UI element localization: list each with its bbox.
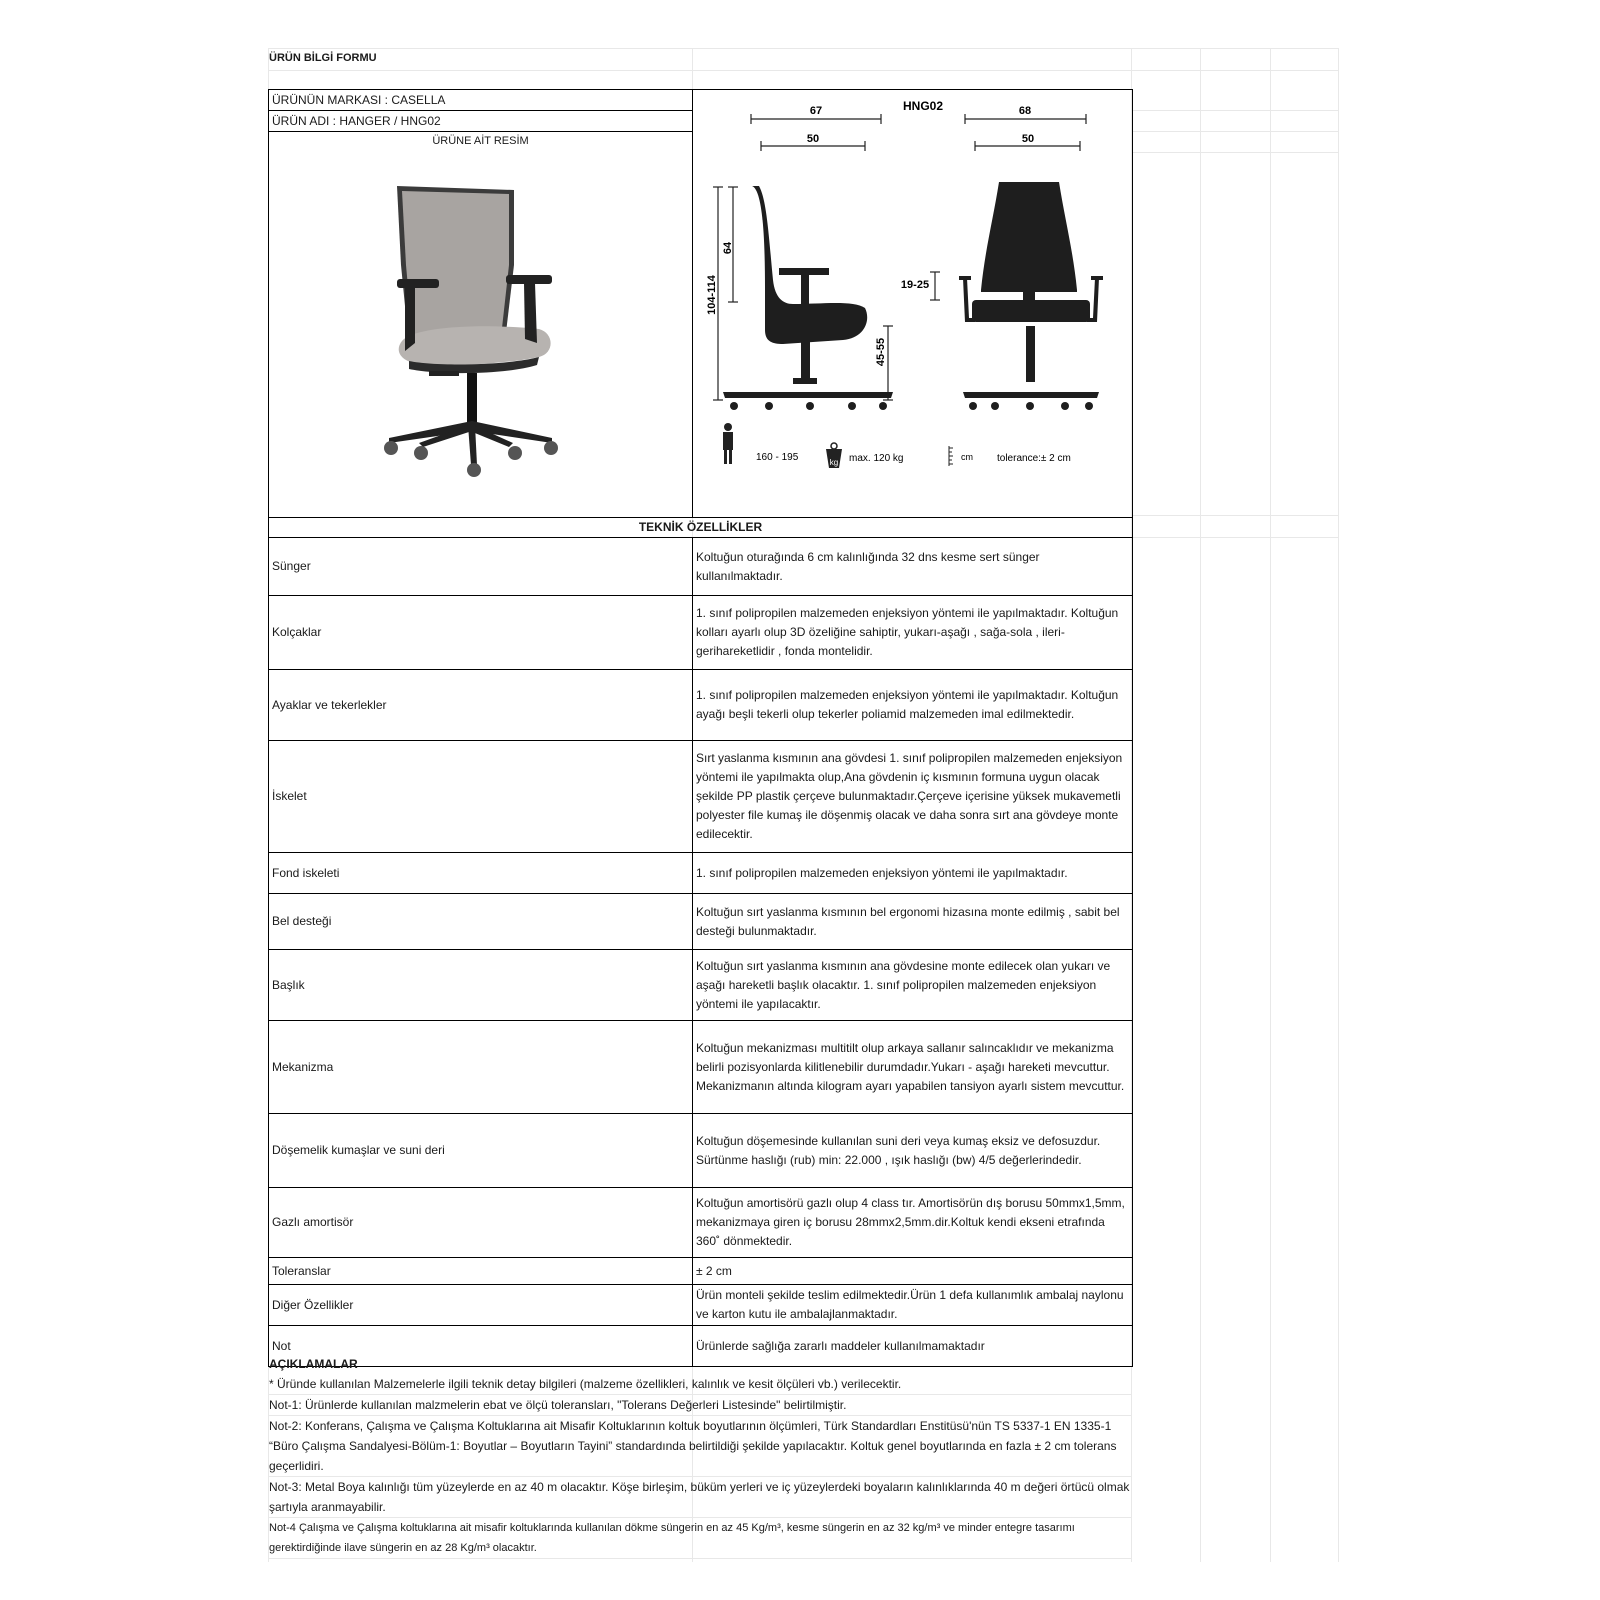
grid-line bbox=[1131, 537, 1338, 538]
spec-description: ± 2 cm bbox=[693, 1258, 1133, 1285]
spec-label: Bel desteği bbox=[269, 894, 693, 950]
dimension-diagram-cell bbox=[693, 90, 1133, 518]
model-label: HNG02 bbox=[902, 99, 944, 113]
notes-title: AÇIKLAMALAR bbox=[269, 1357, 358, 1371]
spec-label: Mekanizma bbox=[269, 1021, 693, 1114]
product-form-table bbox=[268, 89, 1133, 1367]
spec-label: Sünger bbox=[269, 538, 693, 596]
spec-row bbox=[269, 894, 1133, 950]
notes-section bbox=[269, 1357, 1131, 1559]
spec-label: Diğer Özellikler bbox=[269, 1285, 693, 1326]
side-width-inner: 50 bbox=[806, 133, 820, 145]
grid-line bbox=[1131, 131, 1338, 132]
spec-description: 1. sınıf polipropilen malzemeden enjeksiyon yöntemi ile yapılmaktadır. Koltuğun kolları ayarlı olup 3D özeliğine sahiptir, yukarı-aşağı , sağa-sola , ileri-gerihareketlidir , fonda montelidir. bbox=[693, 596, 1133, 670]
brand-cell: ÜRÜNÜN MARKASI : CASELLA bbox=[269, 90, 693, 111]
spec-label: Gazlı amortisör bbox=[269, 1188, 693, 1258]
dimension-diagram bbox=[693, 90, 1131, 517]
spec-row bbox=[269, 1188, 1133, 1258]
spec-row bbox=[269, 741, 1133, 853]
grid-line bbox=[1338, 48, 1339, 1562]
spec-row bbox=[269, 1285, 1133, 1326]
spec-description: 1. sınıf polipropilen malzemeden enjeksiyon yöntemi ile yapılmaktadır. bbox=[693, 853, 1133, 894]
seat-height-label: 45-55 bbox=[875, 337, 887, 367]
spec-label: Fond iskeleti bbox=[269, 853, 693, 894]
ruler-icon bbox=[949, 446, 953, 466]
spec-description: Ürün monteli şekilde teslim edilmektedir.Ürün 1 defa kullanımlık ambalaj naylonu ve karton kutu ile ambalajlanmaktadır. bbox=[693, 1285, 1133, 1326]
spec-row bbox=[269, 538, 1133, 596]
product-photo bbox=[269, 153, 691, 516]
arm-height-label: 19-25 bbox=[900, 279, 930, 291]
side-width-outer: 67 bbox=[809, 105, 823, 117]
spec-label: Döşemelik kumaşlar ve suni deri bbox=[269, 1114, 693, 1188]
spec-row bbox=[269, 950, 1133, 1021]
front-width-outer: 68 bbox=[1018, 105, 1032, 117]
max-weight-label: max. 120 kg bbox=[849, 453, 904, 464]
spec-description: Sırt yaslanma kısmının ana gövdesi 1. sınıf polipropilen malzemeden enjeksiyon yöntemi ile yapılmakta olup,Ana gövdenin iç kısmının formuna uygun olacak şekilde PP plastik çerçeve bulunmaktadır.Çerçeve içerisine yüksek mukavemetli polyester file kumaş ile döşenmiş olacak ve daha sonra sırt ana gövdeye monte edilecektir. bbox=[693, 741, 1133, 853]
spec-label: İskelet bbox=[269, 741, 693, 853]
chair-photo-icon bbox=[384, 186, 558, 477]
specs-title: TEKNİK ÖZELLİKLER bbox=[269, 518, 1133, 538]
product-image-cell bbox=[269, 151, 693, 517]
spec-row bbox=[269, 853, 1133, 894]
grid-line bbox=[268, 70, 1338, 71]
unit-label: cm bbox=[961, 452, 973, 462]
spec-label: Başlık bbox=[269, 950, 693, 1021]
grid-line bbox=[1131, 152, 1338, 153]
weight-icon bbox=[826, 443, 842, 468]
spec-description: Ürünlerde sağlığa zararlı maddeler kullanılmamaktadır bbox=[693, 1326, 1133, 1367]
grid-line bbox=[268, 48, 1338, 49]
name-cell: ÜRÜN ADI : HANGER / HNG02 bbox=[269, 111, 693, 132]
person-height-icon bbox=[723, 423, 733, 464]
grid-line bbox=[1270, 48, 1271, 1562]
spec-row bbox=[269, 596, 1133, 670]
spec-description: Koltuğun döşemesinde kullanılan suni deri veya kumaş eksiz ve defosuzdur. Sürtünme haslığı (rub) min: 22.000 , ışık haslığı (bw) 4/5 değerlerindedir. bbox=[693, 1114, 1133, 1188]
note-item: * Üründe kullanılan Malzemelerle ilgili teknik detay bilgileri (malzeme özellikleri, kalınlık ve kesit ölçüleri vb.) verilecektir. bbox=[269, 1374, 1131, 1395]
note-item: Not-2: Konferans, Çalışma ve Çalışma Koltuklarına ait Misafir Koltuklarının koltuk boyutlarının ölçümleri, Türk Standardları Enstitüsü'nün TS 5337-1 EN 1335-1 “Büro Çalışma Sandalyesi-Bölüm-1: Boyutlar – Boyutların Tayini” standardında belirtildiği şekilde yapılacaktır. Koltuk genel boyutlarında en fazla ± 2 cm tolerans geçerlidiri. bbox=[269, 1416, 1131, 1477]
spec-label: Toleranslar bbox=[269, 1258, 693, 1285]
spec-row bbox=[269, 670, 1133, 741]
total-height-label: 104-114 bbox=[706, 275, 718, 315]
tolerance-label: tolerance:± 2 cm bbox=[997, 453, 1071, 464]
spec-label: Ayaklar ve tekerlekler bbox=[269, 670, 693, 741]
note-item: Not-1: Ürünlerde kullanılan malzmelerin ebat ve ölçü toleransları, "Tolerans Değerleri Listesinde" belirtilmiştir. bbox=[269, 1395, 1131, 1416]
spec-description: Koltuğun sırt yaslanma kısmının bel ergonomi hizasına monte edilmiş , sabit bel desteği bulunmaktadır. bbox=[693, 894, 1133, 950]
grid-line bbox=[1200, 48, 1201, 1562]
user-height-label: 160 - 195 bbox=[756, 452, 799, 463]
spec-description: Koltuğun oturağında 6 cm kalınlığında 32 dns kesme sert sünger kullanılmaktadır. bbox=[693, 538, 1133, 596]
image-caption-cell: ÜRÜNE AİT RESİM bbox=[269, 132, 693, 152]
spec-row bbox=[269, 1114, 1133, 1188]
side-view-chair-icon bbox=[723, 186, 893, 410]
note-item: Not-3: Metal Boya kalınlığı tüm yüzeylerde en az 40 m olacaktır. Köşe birleşim, büküm yerleri ve iç yüzeylerdeki boyaların kalınlıklarında 40 m değeri örtücü olmak şartıyla aranmayabilir. bbox=[269, 1477, 1131, 1518]
kg-badge: kg bbox=[829, 458, 839, 467]
front-view-chair-icon bbox=[959, 182, 1103, 410]
grid-line bbox=[1131, 110, 1338, 111]
note-item: Not-4 Çalışma ve Çalışma koltuklarına ait misafir koltuklarında kullanılan dökme süngerin en az 45 Kg/m³, kesme süngerin en az 32 kg/m³ ve minder entegre tasarımı gerektirdiğinde ilave süngerin en az 28 Kg/m³ olacaktır. bbox=[269, 1518, 1131, 1559]
spec-row bbox=[269, 1258, 1133, 1285]
spec-description: Koltuğun sırt yaslanma kısmının ana gövdesine monte edilecek olan yukarı ve aşağı hareketli başlık olacaktır. 1. sınıf polipropilen malzemeden enjeksiyon yöntemi ile yapılacaktır. bbox=[693, 950, 1133, 1021]
spec-label: Not bbox=[269, 1326, 693, 1367]
spec-description: Koltuğun mekanizması multitilt olup arkaya sallanır salıncaklıdır ve mekanizma belirli pozisyonlarda kilitlenebilir durumdadır.Yukarı - aşağı hareketi mevcuttur. Mekanizmanın altında kilogram ayarı yapabilen tansiyon ayarlı sistem mevcuttur. bbox=[693, 1021, 1133, 1114]
front-width-inner: 50 bbox=[1021, 133, 1035, 145]
spec-description: Koltuğun amortisörü gazlı olup 4 class tır. Amortisörün dış borusu 50mmx1,5mm, mekanizmaya giren iç borusu 28mmx2,5mm.dir.Koltuk kendi ekseni etrafında 360˚ dönmektedir. bbox=[693, 1188, 1133, 1258]
spec-description: 1. sınıf polipropilen malzemeden enjeksiyon yöntemi ile yapılmaktadır. Koltuğun ayağı beşli tekerli olup tekerler poliamid malzemeden imal edilmektedir. bbox=[693, 670, 1133, 741]
spec-label: Kolçaklar bbox=[269, 596, 693, 670]
form-title: ÜRÜN BİLGİ FORMU bbox=[269, 52, 377, 64]
back-height-label: 64 bbox=[722, 241, 734, 255]
spec-row bbox=[269, 1021, 1133, 1114]
grid-line bbox=[1131, 515, 1338, 516]
